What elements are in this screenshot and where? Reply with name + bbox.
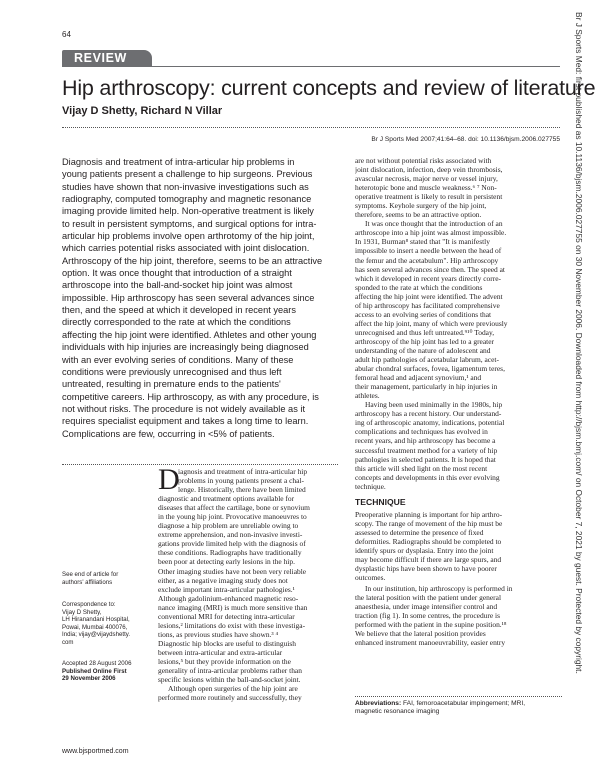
risks-line: avascular necrosis, major nerve or vessel injury, [355, 174, 498, 184]
technique-line: Preoperative planning is important for hip arthro- [355, 509, 503, 519]
intro-line: specific lesions within the ball-and-socket joint. [158, 675, 301, 685]
intro-line: diseases that affect the cartilage, bone or synovium [158, 503, 310, 513]
intro-first-line: iagnosis and treatment of intra-articular hip [178, 467, 308, 476]
publication-dates [62, 660, 147, 683]
abstract-line: Diagnosis and treatment of intra-articular hip problems in [62, 157, 295, 167]
intro-line: generality of intra-articular problems rather than [158, 666, 302, 676]
abbreviations-line-2: magnetic resonance imaging [355, 708, 440, 716]
intro-line: Other imaging studies have not been very reliable [158, 566, 307, 576]
history-line: It was once thought that the introduction of an [365, 219, 503, 229]
abstract-line: imaging provide limited help. Non-operative treatment is likely [62, 206, 314, 217]
intro-line: in the young hip joint. Provocative manoeuvres to [158, 512, 307, 522]
intro-dropcap-line-2: lenge. Historically, there have been limited [178, 485, 306, 495]
abstract-line: individuals with hip injuries are increasingly being diagnosed [62, 342, 309, 353]
history-line: abular chondral surfaces, fovea, ligamentum teres, [355, 364, 505, 374]
risks-line: joint dislocation, infection, deep vein thrombosis, [355, 165, 503, 175]
abstract-line: untreated, resulting in premature ends to the patients' [62, 379, 281, 390]
technique-heading: TECHNIQUE [355, 496, 406, 507]
abbreviations-divider [355, 696, 562, 697]
intro-line: extreme apprehension, and non-invasive investi- [158, 530, 303, 540]
history-line: unrecognised and thus left untreated.⁹¹⁰ Today, [355, 327, 495, 337]
article-authors: Vijay D Shetty, Richard N Villar [62, 105, 223, 117]
intro-line: Diagnostic hip blocks are useful to distinguish [158, 638, 296, 648]
abstract-line: studies have shown that non-invasive investigations such as [62, 181, 309, 192]
history-line: the femur and the acetabulum". Hip arthroscopy [355, 255, 499, 265]
history-line: has seen several advances since then. The speed at [355, 264, 505, 274]
recent-line: this article will shed light on the most recent [355, 463, 488, 473]
institution-line: traction (fig 1). In some centres, the procedure is [355, 611, 500, 621]
abstract-line: which carries potential risks associated with joint dislocation. [62, 243, 310, 254]
institution-line: In our institution, hip arthroscopy is performed in [365, 584, 513, 594]
history-line: affect the hip joint, many of which were previously [355, 318, 508, 328]
institution-line: the lateral position with the patient under general [355, 593, 502, 603]
open-surgery-line: Although open surgeries of the hip joint are [168, 684, 298, 694]
intro-line: gations provide limited help with the diagnosis of [158, 539, 306, 549]
abstract-line: young patients present a challenge to hip surgeons. Previous [62, 169, 313, 180]
intro-line: been poor at detecting early lesions in the hip. [158, 557, 295, 567]
recent-line: complications and techniques has evolved in [355, 427, 488, 437]
history-line: impossible to insert a needle between the head of [355, 246, 502, 256]
abstract-line: competitive careers. Hip arthroscopy, as with any procedure, is [62, 391, 319, 402]
recent-line: ing of arthroscopic anatomy, indications, potential [355, 418, 505, 428]
history-line: understanding of the nature of adolescent and [355, 345, 491, 355]
history-line: athletes. [355, 391, 380, 401]
intro-line: diagnose a hip problem are unreliable owing to [158, 521, 299, 531]
recent-line: arthroscopy has a recent history. Our understand- [355, 409, 502, 419]
abbreviations-line-1: FAI, femoroacetabular impingement; MRI, [401, 700, 526, 707]
published-date: 29 November 2006 [62, 675, 116, 683]
institution-line: performed with the patient in the supine position.¹⁸ [355, 620, 507, 630]
intro-dropcap-line-1: problems in young patients present a chal- [178, 476, 304, 486]
history-line: femoral head and adjacent synovium,¹ and [355, 373, 482, 383]
section-label: REVIEW [74, 51, 127, 65]
risks-line: symptoms. Keyhole surgery of the hip joint, [355, 201, 487, 211]
recent-line: Having been used minimally in the 1980s, hip [365, 400, 503, 410]
intro-line: lesions,⁵ but they provide information on the [158, 656, 291, 666]
open-surgery-paragraph [158, 684, 342, 702]
intro-line: tions, as previous studies have shown.³ ⁴ [158, 629, 279, 639]
correspondence-line-5: com [62, 638, 74, 646]
correspondence-line-3: Powai, Mumbai 400076, [62, 623, 128, 631]
abstract-line: option. It was once thought that introduction of a straight [62, 268, 292, 279]
intro-line: lesions,² limitations do exist with these investiga- [158, 620, 306, 630]
intro-line: conventional MRI for detecting intra-articular [158, 611, 295, 621]
intro-line: either, as a negative imaging study does not [158, 575, 288, 585]
abstract-line: Complications are few, occurring in <5% of patients. [62, 428, 275, 439]
history-line: adult hip pathologies of acetabular labrum, acet- [355, 355, 499, 365]
recent-line: recent years, and hip arthroscopy has become a [355, 436, 496, 446]
abbreviations-label: Abbreviations: [355, 700, 402, 707]
risks-line: heterotopic bone and muscle weakness.⁶ ⁷ Non- [355, 183, 497, 193]
history-line: of hip arthroscopy has facilitated comprehensive [355, 300, 500, 310]
abstract-line: arthroscope into the ball-and-socket hip joint was almost [62, 280, 293, 291]
abstract-line: impossible. Hip arthroscopy has seen several advances since [62, 292, 315, 303]
history-line: their management, particularly in hip injuries in [355, 382, 498, 392]
history-line: sponded to the rate at which the conditions [355, 282, 483, 292]
intro-line: diagnostic and treatment options available for [158, 494, 295, 504]
history-paragraph [355, 219, 562, 400]
abstract-line: then, and the speed at which it developed in recent years [62, 305, 296, 316]
body-column-right [355, 156, 562, 647]
history-line: which it developed in recent years directly corre- [355, 273, 501, 283]
technique-line: dysplastic hips have been shown to have poorer [355, 564, 497, 574]
header-divider [62, 127, 560, 128]
recent-history-paragraph [355, 400, 562, 490]
abbreviations-box [355, 700, 562, 717]
technique-line: deformities. Radiographs should be completed to [355, 536, 502, 546]
institution-line: anaesthesia, under image intensifier control and [355, 602, 498, 612]
recent-line: concepts and developments in this ever evolving [355, 472, 500, 482]
intro-line: nance imaging (MRI) is much more sensitive than [158, 602, 308, 612]
history-line: arthroscope into a hip joint was almost impossible. [355, 228, 507, 238]
section-rule [62, 66, 560, 67]
abstract-line: conditions were previously unrecognised and thus left [62, 366, 282, 377]
abstract-line: Arthroscopy of the hip joint, therefore, seems to be an attractive [62, 255, 323, 266]
abstract-line: to result in persistent symptoms, and surgical options for intra- [62, 218, 317, 229]
intro-paragraph [158, 494, 342, 684]
correspondence-note [62, 601, 147, 647]
affiliations-note [62, 571, 147, 586]
technique-line: identify spurs or dysplasia. Entry into the joint [355, 545, 494, 555]
copyright-side-note: Br J Sports Med: first published as 10.1136/bjsm.2006.027755 on 30 November 2006. Downloaded from http://bjsm.bmj.com/ on October 7, 2021 by guest. Protected by copyright. [574, 12, 584, 674]
abstract-line: directly corresponded to the rate at which the conditions [62, 317, 291, 328]
recent-line: technique. [355, 481, 386, 491]
abstract-line: not without risks. The procedure is not widely available as it [62, 403, 306, 414]
correspondence-line-4: India; vijay@vijaydshetty. [62, 631, 131, 639]
risks-line: are not without potential risks associated with [355, 156, 492, 165]
abstract-line: requires specialist equipment and takes a long time to learn. [62, 416, 309, 427]
risks-line: therefore, seems to be an attractive option. [355, 210, 482, 220]
history-line: arthroscopy of the hip joint has led to a greater [355, 336, 494, 346]
citation-line: Br J Sports Med 2007;41:64–68. doi: 10.1136/bjsm.2006.027755 [371, 136, 560, 143]
correspondence-label: Correspondence to: [62, 601, 116, 608]
correspondence-line-2: LH Hiranandani Hospital, [62, 616, 130, 624]
technique-line: assessed to determine the presence of fixed [355, 527, 484, 537]
intro-line: between intra-articular and extra-articular [158, 647, 283, 657]
page-number: 64 [62, 30, 71, 39]
abstract-line: affecting the hip joint were identified. Athletes and other young [62, 329, 317, 340]
section-banner [62, 50, 152, 66]
institution-line: enhanced instrument manoeuvrability, easier entry [355, 638, 506, 648]
technique-line: outcomes. [355, 573, 386, 583]
open-surgery-line: performed more routinely and successfully, they [158, 693, 302, 703]
see-end-line-2: authors' affiliations [62, 578, 113, 586]
history-line: affecting the hip joint were identified. The advent [355, 291, 503, 301]
technique-paragraph [355, 510, 562, 582]
dropcap-letter: D [158, 463, 180, 496]
intro-line: these conditions. Radiographs have traditionally [158, 548, 302, 558]
abstract-line: with an ever evolving series of conditions. Many of these [62, 354, 294, 365]
institution-paragraph [355, 584, 562, 647]
abstract-divider [62, 464, 338, 465]
risks-line: operative treatment is likely to result in persistent [355, 192, 503, 202]
abstract-line: radiography, computed tomography and magnetic resonance [62, 194, 312, 205]
recent-line: successful treatment method for a variety of hip [355, 445, 498, 455]
article-title: Hip arthroscopy: current concepts and review of literature [62, 76, 596, 100]
recent-line: pathologies in selected patients. It is hoped that [355, 454, 496, 464]
see-end-line-1: See end of article for [62, 571, 119, 578]
body-column-middle [158, 463, 342, 703]
intro-dropcap-block [158, 463, 342, 496]
risks-paragraph [355, 156, 562, 219]
journal-website: www.bjsportmed.com [62, 748, 129, 755]
institution-line: We believe that the lateral position provides [355, 629, 486, 639]
history-line: access to an evolving series of conditions that [355, 309, 492, 319]
abstract-line: articular hip problems involve open arthrotomy of the hip joint, [62, 231, 315, 242]
technique-line: may become difficult if there are large spurs, and [355, 554, 502, 564]
correspondence-line-1: Vijay D Shetty, [62, 608, 102, 616]
published-label: Published Online First [62, 667, 127, 675]
technique-line: scopy. The range of movement of the hip must be [355, 518, 503, 528]
intro-line: exclude important intra-articular pathologies.¹ [158, 584, 295, 594]
intro-line: Although gadolinium-enhanced magnetic reso- [158, 593, 299, 603]
history-line: In 1931, Burman⁸ stated that "It is manifestly [355, 237, 490, 247]
accepted-date: Accepted 28 August 2006 [62, 660, 132, 667]
abstract [62, 156, 338, 440]
